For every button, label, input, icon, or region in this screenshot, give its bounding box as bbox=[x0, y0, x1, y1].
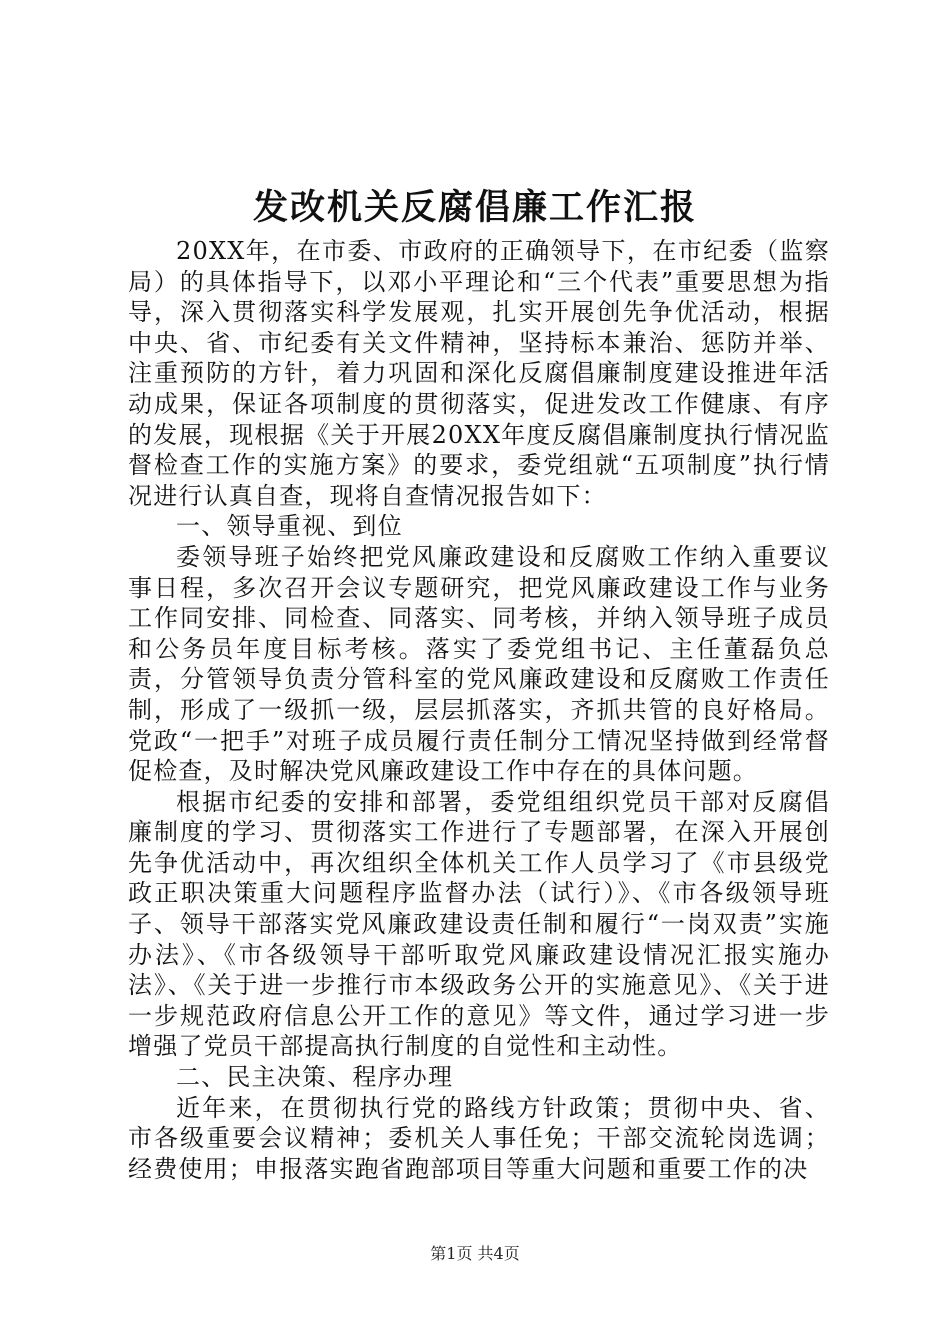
document-body bbox=[128, 236, 830, 1184]
paragraph-intro: 20XX年，在市委、市政府的正确领导下，在市纪委（监察局）的具体指导下，以邓小平理论和“三个代表”重要思想为指导，深入贯彻落实科学发展观，扎实开展创先争优活动，根据中央、省、市纪委有关文件精神，坚持标本兼治、惩防并举、注重预防的方针，着力巩固和深化反腐倡廉制度建设推进年活动成果，保证各项制度的贯彻落实，促进发改工作健康、有序的发展，现根据《关于开展20XX年度反腐倡廉制度执行情况监督检查工作的实施方案》的要求，委党组就“五项制度”执行情况进行认真自查，现将自查情况报告如下： bbox=[128, 237, 830, 510]
document-title: 发改机关反腐倡廉工作汇报 bbox=[252, 187, 697, 228]
paragraph-section-1b: 根据市纪委的安排和部署，委党组组织党员干部对反腐倡廉制度的学习、贯彻落实工作进行了专题部署，在深入开展创先争优活动中，再次组织全体机关工作人员学习了《市县级党政正职决策重大问题程序监督办法（试行）》、《市各级领导班子、领导干部落实党风廉政建设责任制和履行“一岗双责”实施办法》、《市各级领导干部听取党风廉政建设情况汇报实施办法》、《关于进一步推行市本级政务公开的实施意见》、《关于进一步规范政府信息公开工作的意见》等文件，通过学习进一步增强了党员干部提高执行制度的自觉性和主动性。 bbox=[128, 787, 830, 1061]
page-footer: 第1页 共4页 bbox=[430, 1244, 520, 1263]
paragraph-section-1a: 委领导班子始终把党风廉政建设和反腐败工作纳入重要议事日程，多次召开会议专题研究，把党风廉政建设工作与业务工作同安排、同检查、同落实、同考核，并纳入领导班子成员和公务员年度目标考核。落实了委党组书记、主任董磊负总责，分管领导负责分管科室的党风廉政建设和反腐败工作责任制，形成了一级抓一级，层层抓落实，齐抓共管的良好格局。党政“一把手”对班子成员履行责任制分工情况坚持做到经常督促检查，及时解决党风廉政建设工作中存在的具体问题。 bbox=[128, 542, 830, 786]
section-heading-1: 一、领导重视、到位 bbox=[176, 512, 403, 541]
section-heading-2: 二、民主决策、程序办理 bbox=[176, 1063, 454, 1092]
paragraph-section-2a: 近年来，在贯彻执行党的路线方针政策；贯彻中央、省、市各级重要会议精神；委机关人事任免；干部交流轮岗选调；经费使用；申报落实跑省跑部项目等重大问题和重要工作的决 bbox=[128, 1093, 830, 1183]
